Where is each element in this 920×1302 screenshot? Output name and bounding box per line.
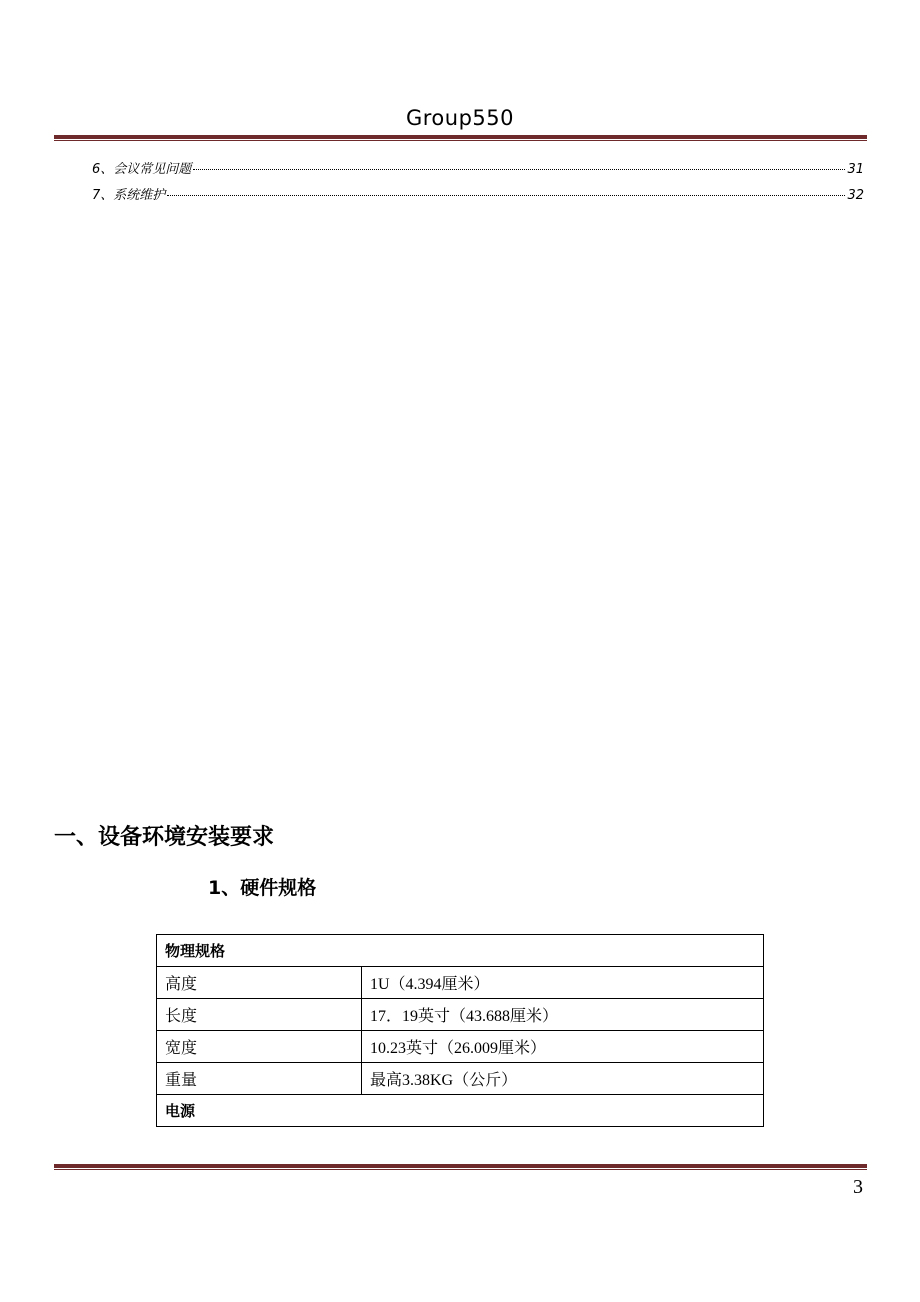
table-row [157, 1063, 764, 1095]
toc-entry[interactable] [92, 158, 864, 177]
physical-specs-header: 物理规格 [157, 935, 764, 967]
spec-label: 高度 [157, 967, 362, 999]
power-specs-header: 电源 [157, 1095, 764, 1127]
toc-leader [167, 195, 845, 196]
spec-label: 宽度 [157, 1031, 362, 1063]
spec-value: 最高3.38KG（公斤） [362, 1063, 764, 1095]
spec-label: 长度 [157, 999, 362, 1031]
header-divider [54, 135, 867, 141]
toc-entry-page: 32 [847, 188, 864, 203]
toc-leader [193, 169, 845, 170]
toc-entry-page: 31 [847, 162, 864, 177]
table-row [157, 967, 764, 999]
toc-entry[interactable] [92, 184, 864, 203]
page-number: 3 [853, 1176, 863, 1198]
section-heading: 一、设备环境安装要求 [54, 825, 275, 850]
spec-value: 10.23英寸（26.009厘米） [362, 1031, 764, 1063]
spec-value: 1U（4.394厘米） [362, 967, 764, 999]
hardware-specs-table [156, 934, 764, 1127]
spec-label: 重量 [157, 1063, 362, 1095]
page-header-title: Group550 [405, 106, 514, 130]
table-row [157, 1031, 764, 1063]
toc-entry-label: 6、会议常见问题 [92, 162, 192, 177]
table-row [157, 999, 764, 1031]
subsection-heading: 1、硬件规格 [208, 877, 317, 899]
footer-divider [54, 1164, 867, 1170]
table-row [157, 1095, 764, 1127]
table-row [157, 935, 764, 967]
toc-entry-label: 7、系统维护 [92, 188, 166, 203]
spec-value: 17．19英寸（43.688厘米） [362, 999, 764, 1031]
